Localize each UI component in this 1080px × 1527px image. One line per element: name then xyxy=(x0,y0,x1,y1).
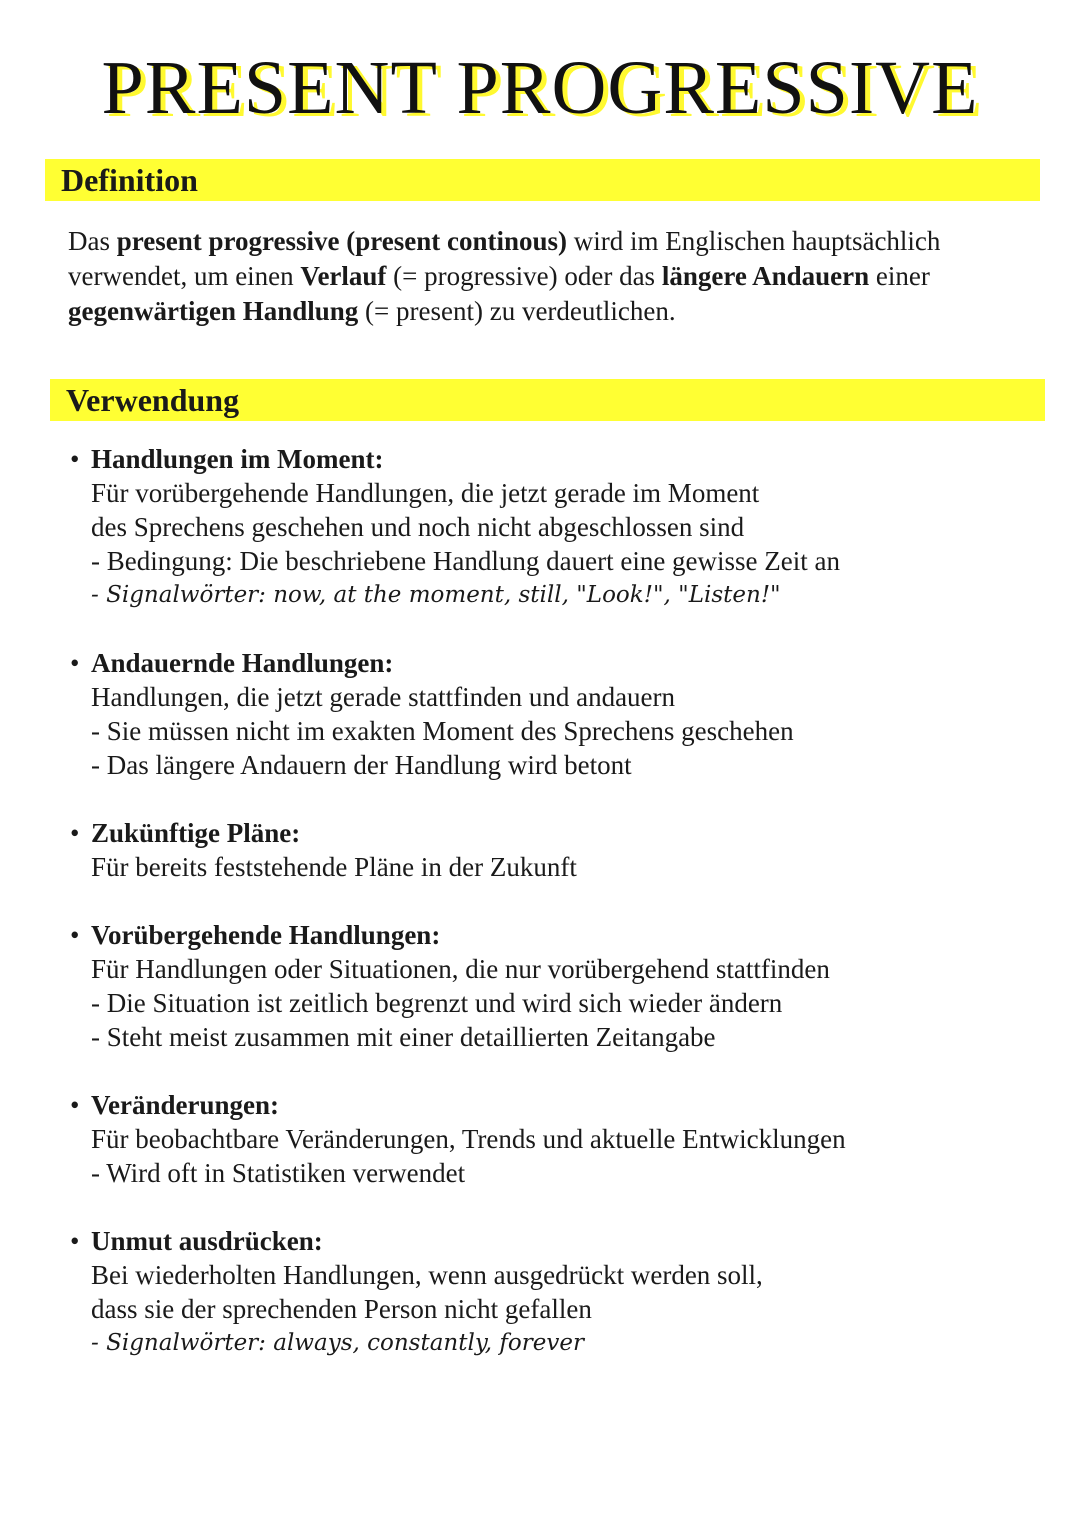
usage-item-description: Für bereits feststehende Pläne in der Zukunft xyxy=(91,852,577,882)
definition-bold-term: längere Andauern xyxy=(661,261,870,291)
bullet-icon: • xyxy=(70,444,80,474)
usage-item-description: Bei wiederholten Handlungen, wenn ausgedrückt werden soll, xyxy=(91,1260,763,1290)
usage-item-description: des Sprechens geschehen und noch nicht abgeschlossen sind xyxy=(91,512,745,542)
usage-item xyxy=(68,816,1028,884)
usage-item-description: Für beobachtbare Veränderungen, Trends und aktuelle Entwicklungen xyxy=(91,1124,846,1154)
definition-bold-term: present progressive (present continous) xyxy=(116,226,567,256)
usage-item-note: - Wird oft in Statistiken verwendet xyxy=(91,1158,466,1188)
usage-item-description: dass sie der sprechenden Person nicht gefallen xyxy=(91,1294,592,1324)
usage-item-title: Unmut ausdrücken: xyxy=(91,1226,323,1256)
page-title: PRESENT PROGRESSIVE xyxy=(101,46,979,130)
definition-text xyxy=(68,224,1028,329)
usage-header xyxy=(50,379,1045,421)
usage-item-note: - Das längere Andauern der Handlung wird betont xyxy=(91,750,632,780)
definition-text-run: einer xyxy=(869,261,930,291)
usage-item xyxy=(68,1224,1028,1360)
usage-item-note: - Bedingung: Die beschriebene Handlung dauert eine gewisse Zeit an xyxy=(91,546,840,576)
bullet-icon: • xyxy=(70,1226,80,1256)
usage-item xyxy=(68,442,1028,612)
usage-item-title: Handlungen im Moment: xyxy=(91,444,384,474)
definition-text-run: wird im Englischen hauptsächlich verwendet, um einen xyxy=(68,226,941,291)
usage-item-note: - Die Situation ist zeitlich begrenzt und wird sich wieder ändern xyxy=(91,988,783,1018)
usage-item xyxy=(68,646,1028,782)
usage-heading: Verwendung xyxy=(66,382,240,418)
usage-item-signal-words: - Signalwörter: now, at the moment, still, "Look!", "Listen!" xyxy=(91,582,781,608)
definition-text-run: (= progressive) oder das xyxy=(386,261,662,291)
usage-item-note: - Sie müssen nicht im exakten Moment des Sprechens geschehen xyxy=(91,716,794,746)
usage-item-title: Vorübergehende Handlungen: xyxy=(91,920,441,950)
definition-heading: Definition xyxy=(61,162,198,198)
usage-item-description: Für Handlungen oder Situationen, die nur vorübergehend stattfinden xyxy=(91,954,830,984)
definition-text-run: (= present) zu verdeutlichen. xyxy=(358,296,676,326)
usage-item-description: Für vorübergehende Handlungen, die jetzt gerade im Moment xyxy=(91,478,760,508)
bullet-icon: • xyxy=(70,818,80,848)
usage-item-title: Andauernde Handlungen: xyxy=(91,648,394,678)
usage-item xyxy=(68,1088,1028,1190)
usage-item-title: Zukünftige Pläne: xyxy=(91,818,301,848)
definition-text-run: Das xyxy=(68,226,117,256)
usage-item-signal-words: - Signalwörter: always, constantly, forever xyxy=(91,1330,584,1356)
bullet-icon: • xyxy=(70,648,80,678)
usage-list xyxy=(68,442,1028,1394)
definition-header xyxy=(45,159,1040,201)
usage-item-note: - Steht meist zusammen mit einer detaillierten Zeitangabe xyxy=(91,1022,716,1052)
bullet-icon: • xyxy=(70,920,80,950)
definition-bold-term: gegenwärtigen Handlung xyxy=(68,296,359,326)
usage-item-title: Veränderungen: xyxy=(91,1090,280,1120)
usage-item-description: Handlungen, die jetzt gerade stattfinden und andauern xyxy=(91,682,676,712)
definition-bold-term: Verlauf xyxy=(300,261,387,291)
bullet-icon: • xyxy=(70,1090,80,1120)
usage-item xyxy=(68,918,1028,1054)
